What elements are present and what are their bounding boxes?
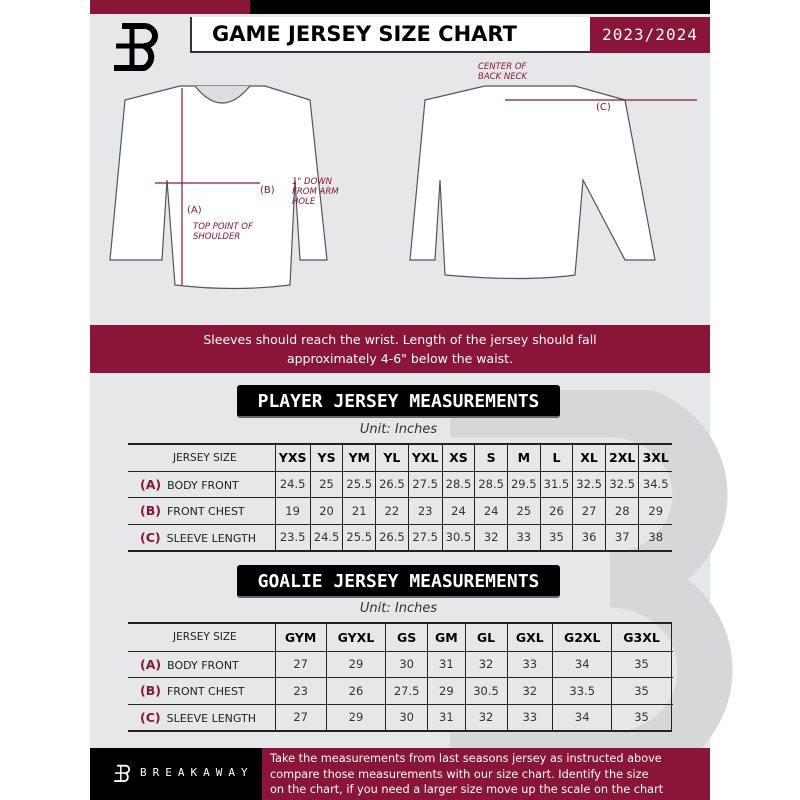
measurement-cell: 27 xyxy=(275,704,326,731)
size-column-header: GYXL xyxy=(326,623,385,651)
measure-letter: (C) xyxy=(140,709,161,725)
measurement-cell: 23.5 xyxy=(275,524,310,551)
measurement-cell: 19 xyxy=(275,498,310,525)
measurement-cell: 27.5 xyxy=(408,524,442,551)
size-column-header: G2XL xyxy=(553,623,612,651)
measurement-cell: 27 xyxy=(573,498,606,525)
measurement-cell: 27.5 xyxy=(408,471,442,498)
size-column-header: GL xyxy=(465,623,507,651)
measure-c-label: (C) xyxy=(596,102,611,113)
measurement-cell: 32 xyxy=(475,524,508,551)
size-column-header: GYM xyxy=(275,623,326,651)
measurement-cell: 24.5 xyxy=(310,524,343,551)
brand-name: BREAKAWAY xyxy=(140,766,254,779)
measurement-cell: 29 xyxy=(639,498,672,525)
measurement-cell: 25.5 xyxy=(343,524,376,551)
measurement-cell: 31 xyxy=(428,704,465,731)
measurement-cell: 33 xyxy=(507,524,540,551)
measurement-cell: 28 xyxy=(605,498,639,525)
measurement-cell xyxy=(671,704,672,731)
top-bar xyxy=(250,0,710,14)
measurement-cell: 29.5 xyxy=(507,471,540,498)
measurement-cell: 31.5 xyxy=(540,471,573,498)
size-header: JERSEY SIZE xyxy=(173,451,237,464)
measure-letter: (C) xyxy=(140,529,161,545)
measurement-cell: 25 xyxy=(507,498,540,525)
measurement-cell: 23 xyxy=(275,678,326,705)
size-column-header: YL xyxy=(376,444,409,471)
jersey-diagram xyxy=(105,60,705,305)
measurement-cell: 27.5 xyxy=(386,678,428,705)
measurement-cell: 32.5 xyxy=(573,471,606,498)
table-row xyxy=(128,651,672,678)
measure-letter: (B) xyxy=(140,683,161,699)
size-column-header: L xyxy=(540,444,573,471)
footer-logo xyxy=(112,760,134,786)
size-column-header: 3XL xyxy=(639,444,672,471)
measurement-cell: 35 xyxy=(612,678,671,705)
measurement-cell: 37 xyxy=(605,524,639,551)
banner-line-1: Sleeves should reach the wrist. Length of the jersey should fall xyxy=(203,332,597,347)
measure-label: SLEEVE LENGTH xyxy=(166,531,257,545)
measurement-cell: 34 xyxy=(553,651,612,678)
measurement-cell: 31 xyxy=(428,651,465,678)
measure-letter: (B) xyxy=(140,503,161,519)
measure-letter: (A) xyxy=(140,656,162,672)
measure-b-note: 1" DOWN FROM ARM HOLE xyxy=(292,177,339,207)
size-column-header: GXL xyxy=(507,623,553,651)
measure-a-label: (A) xyxy=(187,205,202,216)
measurement-cell xyxy=(671,678,672,705)
measurement-cell: 30.5 xyxy=(442,524,475,551)
size-column-header: YM xyxy=(343,444,376,471)
size-column-header: YS xyxy=(310,444,343,471)
sleeve-instructions-banner xyxy=(90,325,710,373)
table-row xyxy=(128,678,672,705)
size-column-header: YXS xyxy=(275,444,310,471)
measure-label: FRONT CHEST xyxy=(166,505,245,519)
measurement-cell: 20 xyxy=(310,498,343,525)
measure-a-note: TOP POINT OF SHOULDER xyxy=(193,222,253,242)
measurement-cell: 32 xyxy=(465,651,507,678)
size-column-header: G3XL xyxy=(612,623,671,651)
player-unit-label: Unit: Inches xyxy=(359,422,438,437)
measurement-cell: 26 xyxy=(326,678,385,705)
measurement-cell: 30 xyxy=(386,651,428,678)
measurement-cell: 32 xyxy=(465,704,507,731)
measurement-cell: 30 xyxy=(386,704,428,731)
size-column-header: GM xyxy=(428,623,465,651)
measurement-cell: 24 xyxy=(475,498,508,525)
measure-label: BODY FRONT xyxy=(167,658,239,672)
footer-line-1: Take the measurements from last seasons jersey as instructed above xyxy=(270,752,662,765)
measurement-cell: 36 xyxy=(573,524,606,551)
measure-label: FRONT CHEST xyxy=(166,685,245,699)
measurement-cell: 25 xyxy=(310,471,343,498)
player-section-title: PLAYER JERSEY MEASUREMENTS xyxy=(237,385,560,418)
measurement-cell: 35 xyxy=(540,524,573,551)
measure-letter: (A) xyxy=(140,476,162,492)
measurement-cell: 26.5 xyxy=(376,471,409,498)
measurement-cell: 23 xyxy=(408,498,442,525)
measurement-cell: 26 xyxy=(540,498,573,525)
player-size-table xyxy=(128,443,672,552)
table-row xyxy=(128,498,672,525)
measurement-cell: 29 xyxy=(428,678,465,705)
footer-line-2: compare those measurements with our size chart. Identify the size xyxy=(270,767,649,781)
size-column-header: XS xyxy=(442,444,475,471)
measurement-cell: 30.5 xyxy=(465,678,507,705)
measurement-cell: 24 xyxy=(442,498,475,525)
measurement-cell xyxy=(671,651,672,678)
table-row xyxy=(128,524,672,551)
measurement-cell: 21 xyxy=(343,498,376,525)
banner-line-2: approximately 4-6" below the waist. xyxy=(286,351,514,366)
measurement-cell: 26.5 xyxy=(376,524,409,551)
measurement-cell: 25.5 xyxy=(343,471,376,498)
measurement-cell: 35 xyxy=(612,651,671,678)
measure-label: BODY FRONT xyxy=(167,478,239,492)
table-row xyxy=(128,471,672,498)
measurement-cell: 22 xyxy=(376,498,409,525)
table-row xyxy=(128,704,672,731)
footer-line-3: on the chart, if you need a larger size move up the scale on the chart xyxy=(270,783,664,796)
goalie-unit-label: Unit: Inches xyxy=(359,601,438,616)
measurement-cell: 32 xyxy=(507,678,553,705)
measurement-cell: 33.5 xyxy=(553,678,612,705)
page-title: GAME JERSEY SIZE CHART xyxy=(190,17,590,53)
size-column-header: GS xyxy=(386,623,428,651)
measurement-cell: 29 xyxy=(326,651,385,678)
footer-instructions xyxy=(262,748,710,800)
measurement-cell: 24.5 xyxy=(275,471,310,498)
measurement-cell: 32.5 xyxy=(605,471,639,498)
measure-label: SLEEVE LENGTH xyxy=(166,711,257,725)
measurement-cell: 35 xyxy=(612,704,671,731)
size-header: JERSEY SIZE xyxy=(173,631,237,644)
measurement-cell: 29 xyxy=(326,704,385,731)
measurement-cell: 34 xyxy=(553,704,612,731)
size-column-header: YXL xyxy=(408,444,442,471)
goalie-section-title: GOALIE JERSEY MEASUREMENTS xyxy=(237,565,560,598)
measurement-cell: 34.5 xyxy=(639,471,672,498)
measurement-cell: 28.5 xyxy=(475,471,508,498)
size-column-header: XL xyxy=(573,444,606,471)
measurement-cell: 33 xyxy=(507,651,553,678)
measurement-cell: 28.5 xyxy=(442,471,475,498)
goalie-size-table xyxy=(128,622,672,732)
center-back-neck-note: CENTER OF BACK NECK xyxy=(478,62,528,82)
size-column-header xyxy=(671,623,672,651)
measurement-cell: 27 xyxy=(275,651,326,678)
season-badge: 2023/2024 xyxy=(590,17,710,53)
size-column-header: M xyxy=(507,444,540,471)
measure-b-label: (B) xyxy=(260,185,275,196)
size-column-header: 2XL xyxy=(605,444,639,471)
top-bar-accent xyxy=(90,0,250,14)
measurement-cell: 33 xyxy=(507,704,553,731)
measurement-cell: 38 xyxy=(639,524,672,551)
size-column-header: S xyxy=(475,444,508,471)
